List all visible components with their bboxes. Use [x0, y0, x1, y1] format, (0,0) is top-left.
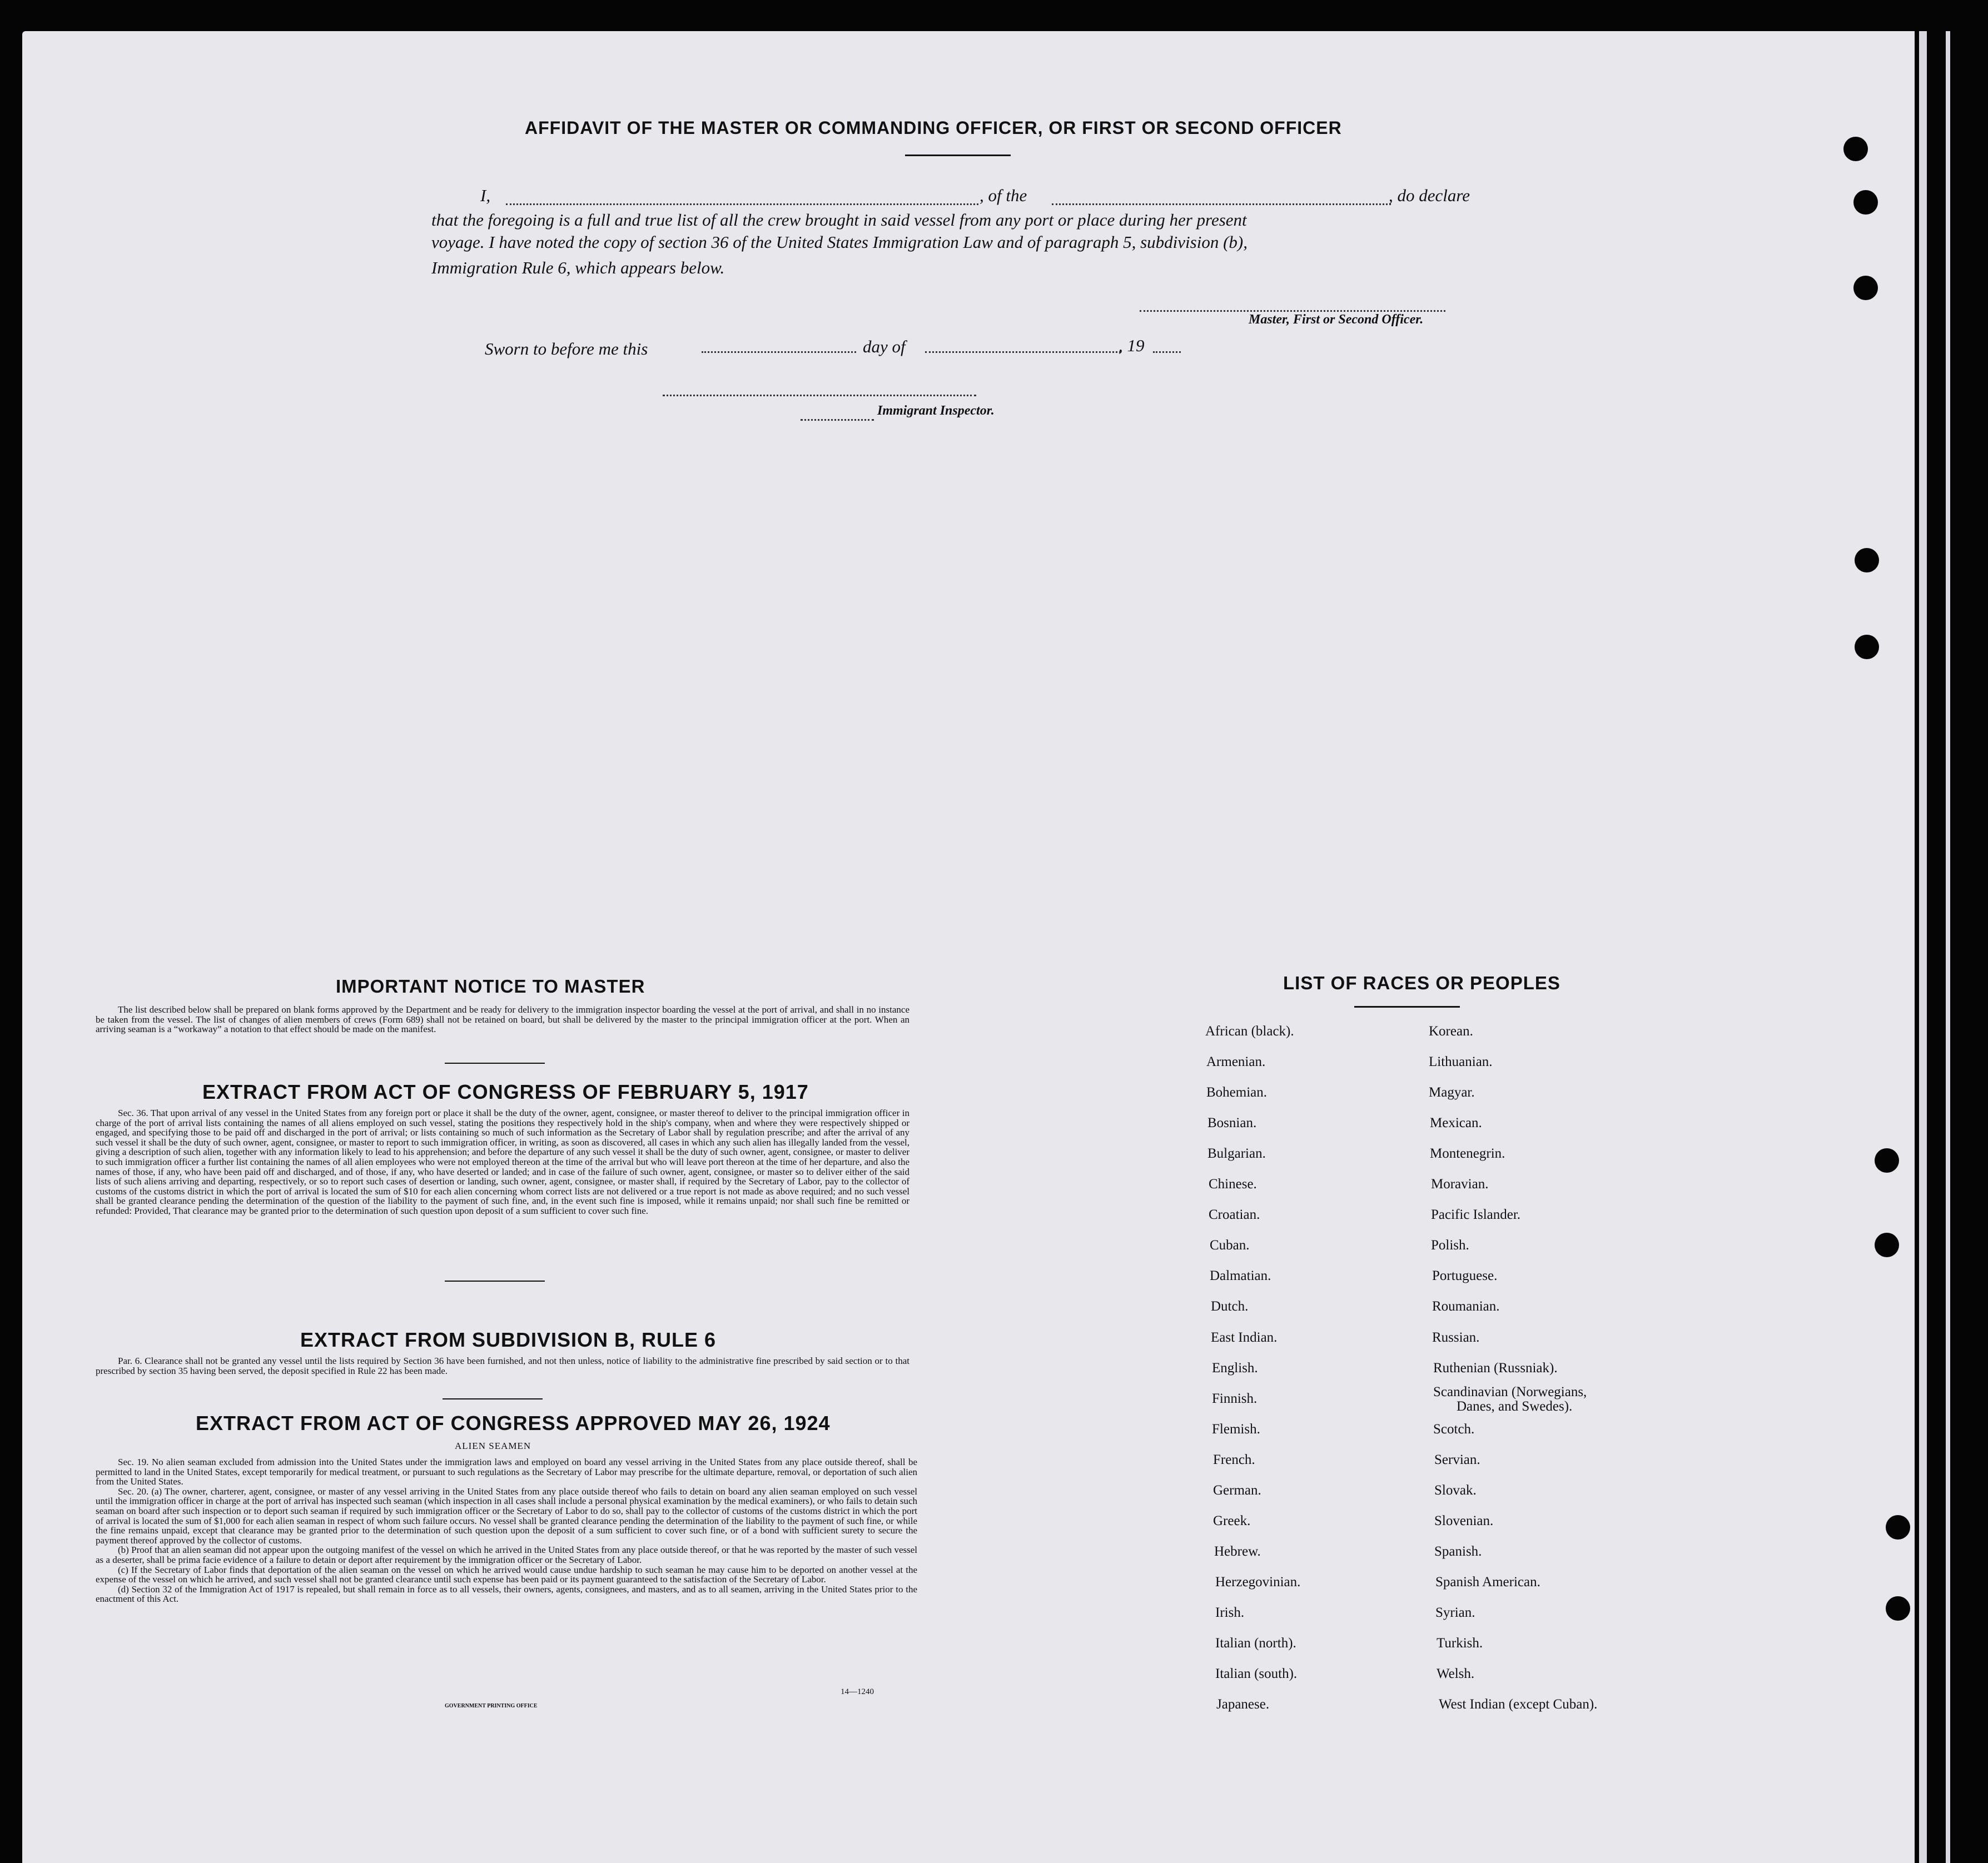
race-entry: French.	[1213, 1452, 1255, 1467]
race-entry: Russian.	[1432, 1329, 1480, 1345]
extract-rule6-title: EXTRACT FROM SUBDIVISION B, RULE 6	[300, 1328, 717, 1351]
race-entry: Finnish.	[1212, 1391, 1258, 1406]
race-entry: Scotch.	[1433, 1421, 1475, 1437]
race-entry: Scandinavian (Norwegians,	[1433, 1384, 1587, 1399]
name-blank-line	[506, 203, 978, 205]
divider	[445, 1063, 545, 1064]
alien-seamen-subtitle: ALIEN SEAMEN	[455, 1441, 531, 1451]
printer-imprint: GOVERNMENT PRINTING OFFICE	[445, 1703, 538, 1709]
extract-rule6-body: Par. 6. Clearance shall not be granted any vessel until the lists required by Section 36 have been furnished, and not then unless, notice of liability to the administrative fine prescribed by said section or to that prescribed by section 35 having been served, the deposit specified in Rule 22 has been made.	[96, 1356, 909, 1376]
race-entry: Turkish.	[1437, 1636, 1483, 1651]
affidavit-title: AFFIDAVIT OF THE MASTER OR COMMANDING OFFICER, OR FIRST OR SECOND OFFICER	[525, 118, 1342, 138]
race-entry: Dalmatian.	[1210, 1268, 1271, 1284]
extract-1924-body: Sec. 19. No alien seaman excluded from admission into the United States under the immigration laws and employed on board any vessel arriving in the United States from any place outside thereof, shall be permitted to land in the United States, except temporarily for medical treatment, or pursuant to such regulations as the Secretary of Labor may prescribe for the ultimate departure, removal, or deportation of such alien from the United States. Sec. 20. (a) The owner, charterer, agent, consignee, or master of any vessel arriving in the United States from any place outside thereof who fails to detain on board any alien seaman employed on such vessel until the immigration officer in charge at the port of arrival has inspected such seaman (which inspection in all cases shall include a personal physical examination by the medical examiners), or who fails to detain such seaman on board after such inspection or to deport such seaman if required by such immigration officer or the Secretary of Labor to do so, shall pay to the collector of customs of the customs district in which the port of arrival is located the sum of $1,000 for each alien seaman in respect of whom such failure occurs. No vessel shall be granted clearance pending the determination of the liability to the payment of such fine, or while the fine remains unpaid, except that clearance may be granted prior to the determination of such question upon the deposit of a sum sufficient to cover such fine, or of a bond with sufficient surety to secure the payment thereof approved by the collector of customs. (b) Proof that an alien seaman did not appear upon the outgoing manifest of the vessel on which he arrived in the United States from any place outside thereof, or that he was reported by the master of such vessel as a deserter, shall be prima facie evidence of a failure to detain or deport after requirement by the immigration officer or the Secretary of Labor. (c) If the Secretary of Labor finds that deportation of the alien seaman on the vessel on which he arrived would cause undue hardship to such seaman he may cause him to be deported on another vessel at the expense of the vessel on which he arrived, and such vessel shall not be granted clearance until such expense has been paid or its payment guaranteed to the satisfaction of the Secretary of Labor. (d) Section 32 of the Immigration Act of 1917 is repealed, but shall remain in force as to all vessels, their owners, agents, consignees, and masters, and as to all seamen, arriving in the United States prior to the enactment of this Act.	[96, 1457, 917, 1605]
year-blank-line	[1153, 351, 1181, 353]
race-entry: Ruthenian (Russniak).	[1433, 1360, 1558, 1376]
vessel-blank-line	[1052, 203, 1391, 205]
punch-hole	[1853, 190, 1878, 215]
race-entry: Italian (north).	[1215, 1636, 1296, 1651]
divider	[443, 1398, 543, 1399]
affidavit-declare: , do declare	[1389, 186, 1470, 205]
affidavit-line2: that the foregoing is a full and true list of all the crew brought in said vessel from any port or place during her present	[431, 210, 1247, 230]
notice-title: IMPORTANT NOTICE TO MASTER	[336, 976, 645, 997]
race-entry: Welsh.	[1437, 1666, 1475, 1682]
race-entry: Montenegrin.	[1430, 1146, 1505, 1162]
race-entry: Japanese.	[1216, 1697, 1270, 1712]
race-entry: Lithuanian.	[1429, 1054, 1493, 1070]
punch-hole	[1886, 1596, 1910, 1621]
punch-hole	[1855, 635, 1879, 659]
extract-1917-body: Sec. 36. That upon arrival of any vessel in the United States from any foreign port or place it shall be the duty of the owner, agent, consignee, or master thereof to deliver to the principal immigration officer in charge of the port of arrival lists containing the names of all aliens employed on such vessel, stating the positions they respectively hold in the ship's company, when and where they were respectively shipped or engaged, and specifying those to be paid off and discharged in the port of arrival; or lists containing so much of such information as the Secretary of Labor shall by regulation prescribe; and after the arrival of any such vessel it shall be the duty of such owner, agent, consignee, or master to report to such immigration officer, in writing, as soon as discovered, all cases in which any such alien has illegally landed from the vessel, giving a description of such alien, together with any information likely to lead to his apprehension; and before the departure of any such vessel it shall be the duty of such owner, agent, consignee, or master to deliver to such immigration officer a further list containing the names of all alien employees who were not employed thereon at the time of the arrival but who will leave port thereon at the time of her departure, and also the names of those, if any, who have been paid off and discharged, and of those, if any, who have deserted or landed; and in case of the failure of such owner, agent, consignee, or master so to deliver either of the said lists of such aliens arriving and departing, respectively, or so to report such cases of desertion or landing, such owner, agent, consignee, or master shall, if required by the Secretary of Labor, pay to the collector of customs of the customs district in which the port of arrival is located the sum of $10 for each alien concerning whom correct lists are not delivered or a true report is not made as above required; and no such vessel shall be granted clearance pending the determination of the question of the liability to the payment of such fine, and, in the event such fine is imposed, while it remains unpaid; nor shall such fine be remitted or refunded: Provided, That clearance may be granted prior to the determination of such question upon deposit of a sum sufficient to cover such fine.	[96, 1108, 909, 1216]
punch-hole	[1853, 276, 1878, 300]
master-signature-label: Master, First or Second Officer.	[1249, 312, 1424, 327]
race-entry: Mexican.	[1430, 1115, 1482, 1131]
race-entry-continuation: Danes, and Swedes).	[1457, 1398, 1573, 1414]
race-entry: Slovenian.	[1434, 1513, 1494, 1528]
inspector-label: Immigrant Inspector.	[877, 404, 995, 418]
race-entry: Syrian.	[1435, 1605, 1475, 1620]
race-entry: Korean.	[1429, 1024, 1473, 1039]
affidavit-i: I,	[480, 186, 491, 205]
race-entry: German.	[1213, 1482, 1261, 1498]
race-entry: Portuguese.	[1432, 1268, 1498, 1284]
race-entry: Polish.	[1431, 1238, 1469, 1253]
affidavit-line3: voyage. I have noted the copy of section 36 of the United States Immigration Law and of paragraph 5, subdivision (b),	[431, 232, 1248, 252]
form-number: 14—1240	[841, 1687, 874, 1696]
race-entry: Spanish.	[1434, 1543, 1482, 1559]
race-entry: English.	[1212, 1360, 1258, 1376]
affidavit-of-the: , of the	[980, 186, 1027, 205]
extract-1917-title: EXTRACT FROM ACT OF CONGRESS OF FEBRUARY 5, 1917	[202, 1080, 809, 1103]
race-entry: Herzegovinian.	[1215, 1574, 1301, 1590]
race-entry: Greek.	[1213, 1513, 1251, 1528]
punch-hole	[1875, 1148, 1899, 1173]
race-entry: Servian.	[1434, 1452, 1480, 1467]
month-blank-line	[925, 351, 1121, 353]
race-entry: African (black).	[1205, 1024, 1294, 1039]
notice-body: The list described below shall be prepared on blank forms approved by the Department and be ready for delivery to the immigration inspector boarding the vessel at the port of arrival, and shall in no instance be taken from the vessel. The list of changes of alien members of crews (Form 689) shall not be retained on board, but shall be delivered by the master to the principal immigration officer at the port. When an arriving seaman is a “workaway” a notation to that effect should be made on the manifest.	[96, 1004, 909, 1035]
year-text: , 19	[1119, 336, 1145, 355]
divider	[905, 155, 1011, 156]
race-entry: Croatian.	[1209, 1207, 1260, 1223]
day-of-text: day of	[863, 337, 906, 356]
affidavit-line4: Immigration Rule 6, which appears below.	[431, 258, 725, 277]
sworn-text: Sworn to before me this	[485, 339, 648, 358]
race-entry: Hebrew.	[1214, 1543, 1261, 1559]
extract-1924-title: EXTRACT FROM ACT OF CONGRESS APPROVED MAY 26, 1924	[196, 1412, 831, 1434]
page-edge-stripe	[1946, 31, 1950, 1863]
race-entry: Pacific Islander.	[1431, 1207, 1521, 1223]
race-entry: Bohemian.	[1206, 1085, 1268, 1100]
inspector-prefix-line	[801, 419, 874, 421]
punch-hole	[1855, 548, 1879, 572]
page-edge-stripe	[1919, 31, 1927, 1863]
punch-hole	[1843, 137, 1868, 161]
day-blank-line	[702, 351, 856, 353]
race-entry: Cuban.	[1210, 1238, 1250, 1253]
race-entry: East Indian.	[1211, 1329, 1278, 1345]
race-entry: West Indian (except Cuban).	[1439, 1697, 1598, 1712]
race-entry: Armenian.	[1206, 1054, 1266, 1070]
race-entry: Flemish.	[1212, 1421, 1260, 1437]
race-entry: Chinese.	[1209, 1177, 1257, 1192]
race-entry: Bosnian.	[1207, 1115, 1257, 1131]
divider	[1354, 1006, 1460, 1008]
race-entry: Irish.	[1215, 1605, 1245, 1620]
race-entry: Moravian.	[1431, 1177, 1489, 1192]
race-entry: Spanish American.	[1435, 1574, 1540, 1590]
race-entry: Dutch.	[1211, 1299, 1249, 1314]
race-entry: Magyar.	[1429, 1085, 1475, 1100]
race-entry: Roumanian.	[1432, 1299, 1500, 1314]
punch-hole	[1886, 1515, 1910, 1540]
race-entry: Italian (south).	[1215, 1666, 1298, 1682]
inspector-signature-line	[663, 395, 976, 396]
divider	[445, 1281, 545, 1282]
race-entry: Slovak.	[1434, 1482, 1477, 1498]
races-title: LIST OF RACES OR PEOPLES	[1283, 973, 1560, 993]
master-signature-line	[1140, 310, 1445, 312]
race-entry: Bulgarian.	[1207, 1146, 1266, 1162]
punch-hole	[1875, 1233, 1899, 1257]
